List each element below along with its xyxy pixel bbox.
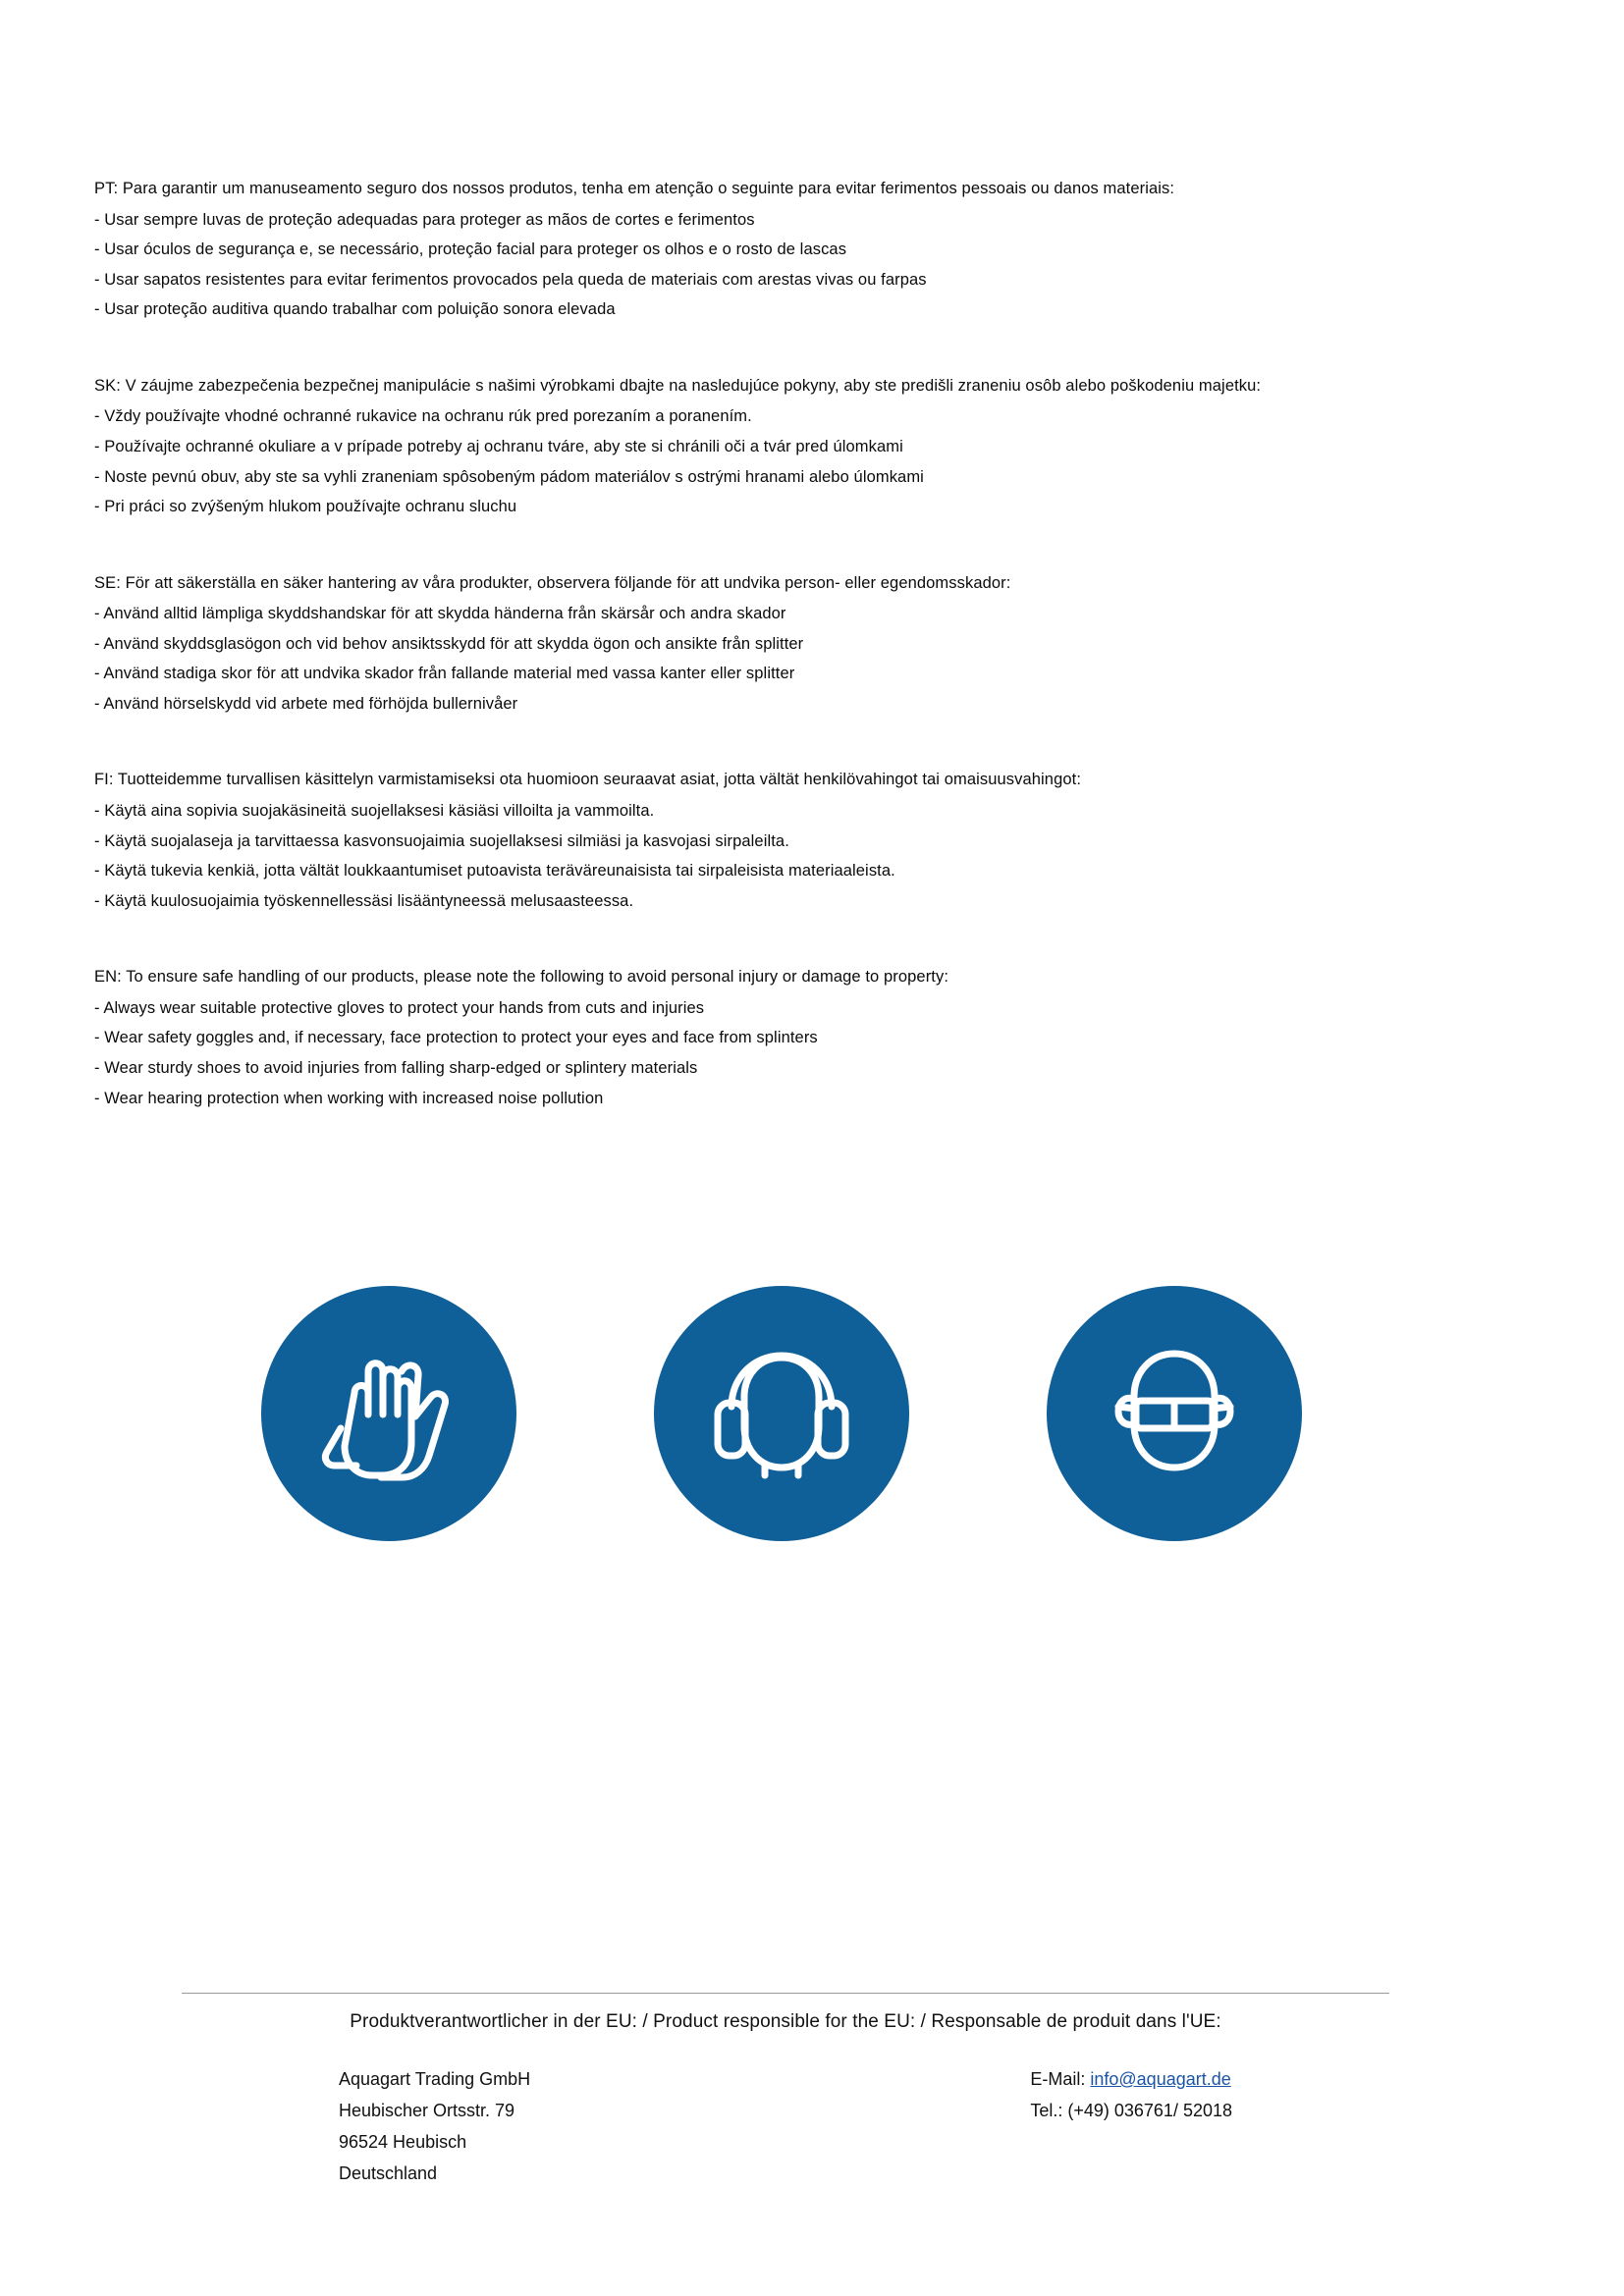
sk-line-2: - Používajte ochranné okuliare a v prípade potreby aj ochranu tváre, aby ste si chránili oči a tvár pred úlomkami xyxy=(94,437,903,455)
pt-line-4: - Usar proteção auditiva quando trabalhar com poluição sonora elevada xyxy=(94,300,616,319)
pictogram-row xyxy=(94,1286,1469,1541)
email-row xyxy=(1030,2066,1232,2092)
footer xyxy=(182,1993,1389,2192)
pt-line-1: - Usar sempre luvas de proteção adequadas para proteger as mãos de cortes e ferimentos xyxy=(94,210,755,229)
en-intro: EN: To ensure safe handling of our products, please note the following to avoid personal injury or damage to property: xyxy=(94,968,949,987)
fi-line-4: - Käytä kuulosuojaimia työskennellessäsi lisääntyneessä melusaasteessa. xyxy=(94,891,634,910)
fi-line-1: - Käytä aina sopivia suojakäsineitä suojellaksesi käsiäsi villoilta ja vammoilta. xyxy=(94,802,655,820)
sk-line-1: - Vždy používajte vhodné ochranné rukavice na ochranu rúk pred porezaním a poranením. xyxy=(94,407,752,426)
sk-intro: SK: V záujme zabezpečenia bezpečnej manipulácie s našimi výrobkami dbajte na nasledujúce pokyny, aby ste predišli zraneniu osôb alebo poškodeniu majetku: xyxy=(94,376,1262,395)
sk-line-3: - Noste pevnú obuv, aby ste sa vyhli zraneniam spôsobeným pádom materiálov s ostrými hranami alebo úlomkami xyxy=(94,467,924,486)
se-line-1: - Använd alltid lämpliga skyddshandskar för att skydda händerna från skärsår och andra skador xyxy=(94,605,786,623)
company-country: Deutschland xyxy=(339,2163,438,2184)
email-label: E-Mail: xyxy=(1030,2069,1086,2089)
en-line-3: - Wear sturdy shoes to avoid injuries from falling sharp-edged or splintery materials xyxy=(94,1058,698,1077)
pt-intro: PT: Para garantir um manuseamento seguro dos nossos produtos, tenha em atenção o seguinte para evitar ferimentos pessoais ou danos materiais: xyxy=(94,180,1175,197)
language-block-en xyxy=(94,965,1469,1111)
company-address xyxy=(339,2066,530,2192)
company-name: Aquagart Trading GmbH xyxy=(339,2069,531,2089)
company-contact xyxy=(991,2066,1232,2192)
ear-protection-icon xyxy=(654,1286,909,1541)
se-line-3: - Använd stadiga skor för att undvika skador från fallande material med vassa kanter eller splitter xyxy=(94,665,795,683)
language-block-fi xyxy=(94,768,1469,914)
company-city: 96524 Heubisch xyxy=(339,2132,467,2153)
se-intro: SE: För att säkerställa en säker hantering av våra produkter, observera följande för att undvika person- eller egendomsskador: xyxy=(94,573,1011,592)
footer-title: Produktverantwortlicher in der EU: / Product responsible for the EU: / Responsable de produit dans l'UE: xyxy=(350,2011,1221,2032)
pt-line-2: - Usar óculos de segurança e, se necessário, proteção facial para proteger os olhos e o rosto de lascas xyxy=(94,240,847,259)
en-line-2: - Wear safety goggles and, if necessary, face protection to protect your eyes and face from splinters xyxy=(94,1029,818,1047)
sk-line-4: - Pri práci so zvýšeným hlukom používajte ochranu sluchu xyxy=(94,498,517,516)
se-line-2: - Använd skyddsglasögon och vid behov ansiktsskydd för att skydda ögon och ansikte från splitter xyxy=(94,634,804,653)
footer-columns xyxy=(182,2066,1389,2192)
phone-row: Tel.: (+49) 036761/ 52018 xyxy=(1030,2101,1232,2121)
footer-divider xyxy=(182,1993,1389,1994)
fi-line-2: - Käytä suojalaseja ja tarvittaessa kasvonsuojaimia suojellaksesi silmiäsi ja kasvojasi sirpaleilta. xyxy=(94,831,789,850)
safety-instructions xyxy=(94,177,1469,1162)
fi-intro: FI: Tuotteidemme turvallisen käsittelyn varmistamiseksi ota huomioon seuraavat asiat, jotta vältät henkilövahingot tai omaisuusvahingot: xyxy=(94,771,1082,789)
se-line-4: - Använd hörselskydd vid arbete med förhöjda bullernivåer xyxy=(94,694,518,713)
language-block-se xyxy=(94,571,1469,718)
company-street: Heubischer Ortsstr. 79 xyxy=(339,2101,515,2121)
protective-gloves-icon xyxy=(261,1286,516,1541)
email-link[interactable]: info@aquagart.de xyxy=(1090,2069,1231,2089)
pt-line-3: - Usar sapatos resistentes para evitar ferimentos provocados pela queda de materiais com arestas vivas ou farpas xyxy=(94,270,927,289)
fi-line-3: - Käytä tukevia kenkiä, jotta vältät loukkaantumiset putoavista teräväreunaisista tai sirpaleisista materiaaleista. xyxy=(94,862,895,881)
en-line-1: - Always wear suitable protective gloves to protect your hands from cuts and injuries xyxy=(94,998,705,1017)
language-block-sk xyxy=(94,374,1469,520)
safety-goggles-icon xyxy=(1047,1286,1302,1541)
language-block-pt xyxy=(94,177,1469,323)
en-line-4: - Wear hearing protection when working with increased noise pollution xyxy=(94,1089,604,1107)
